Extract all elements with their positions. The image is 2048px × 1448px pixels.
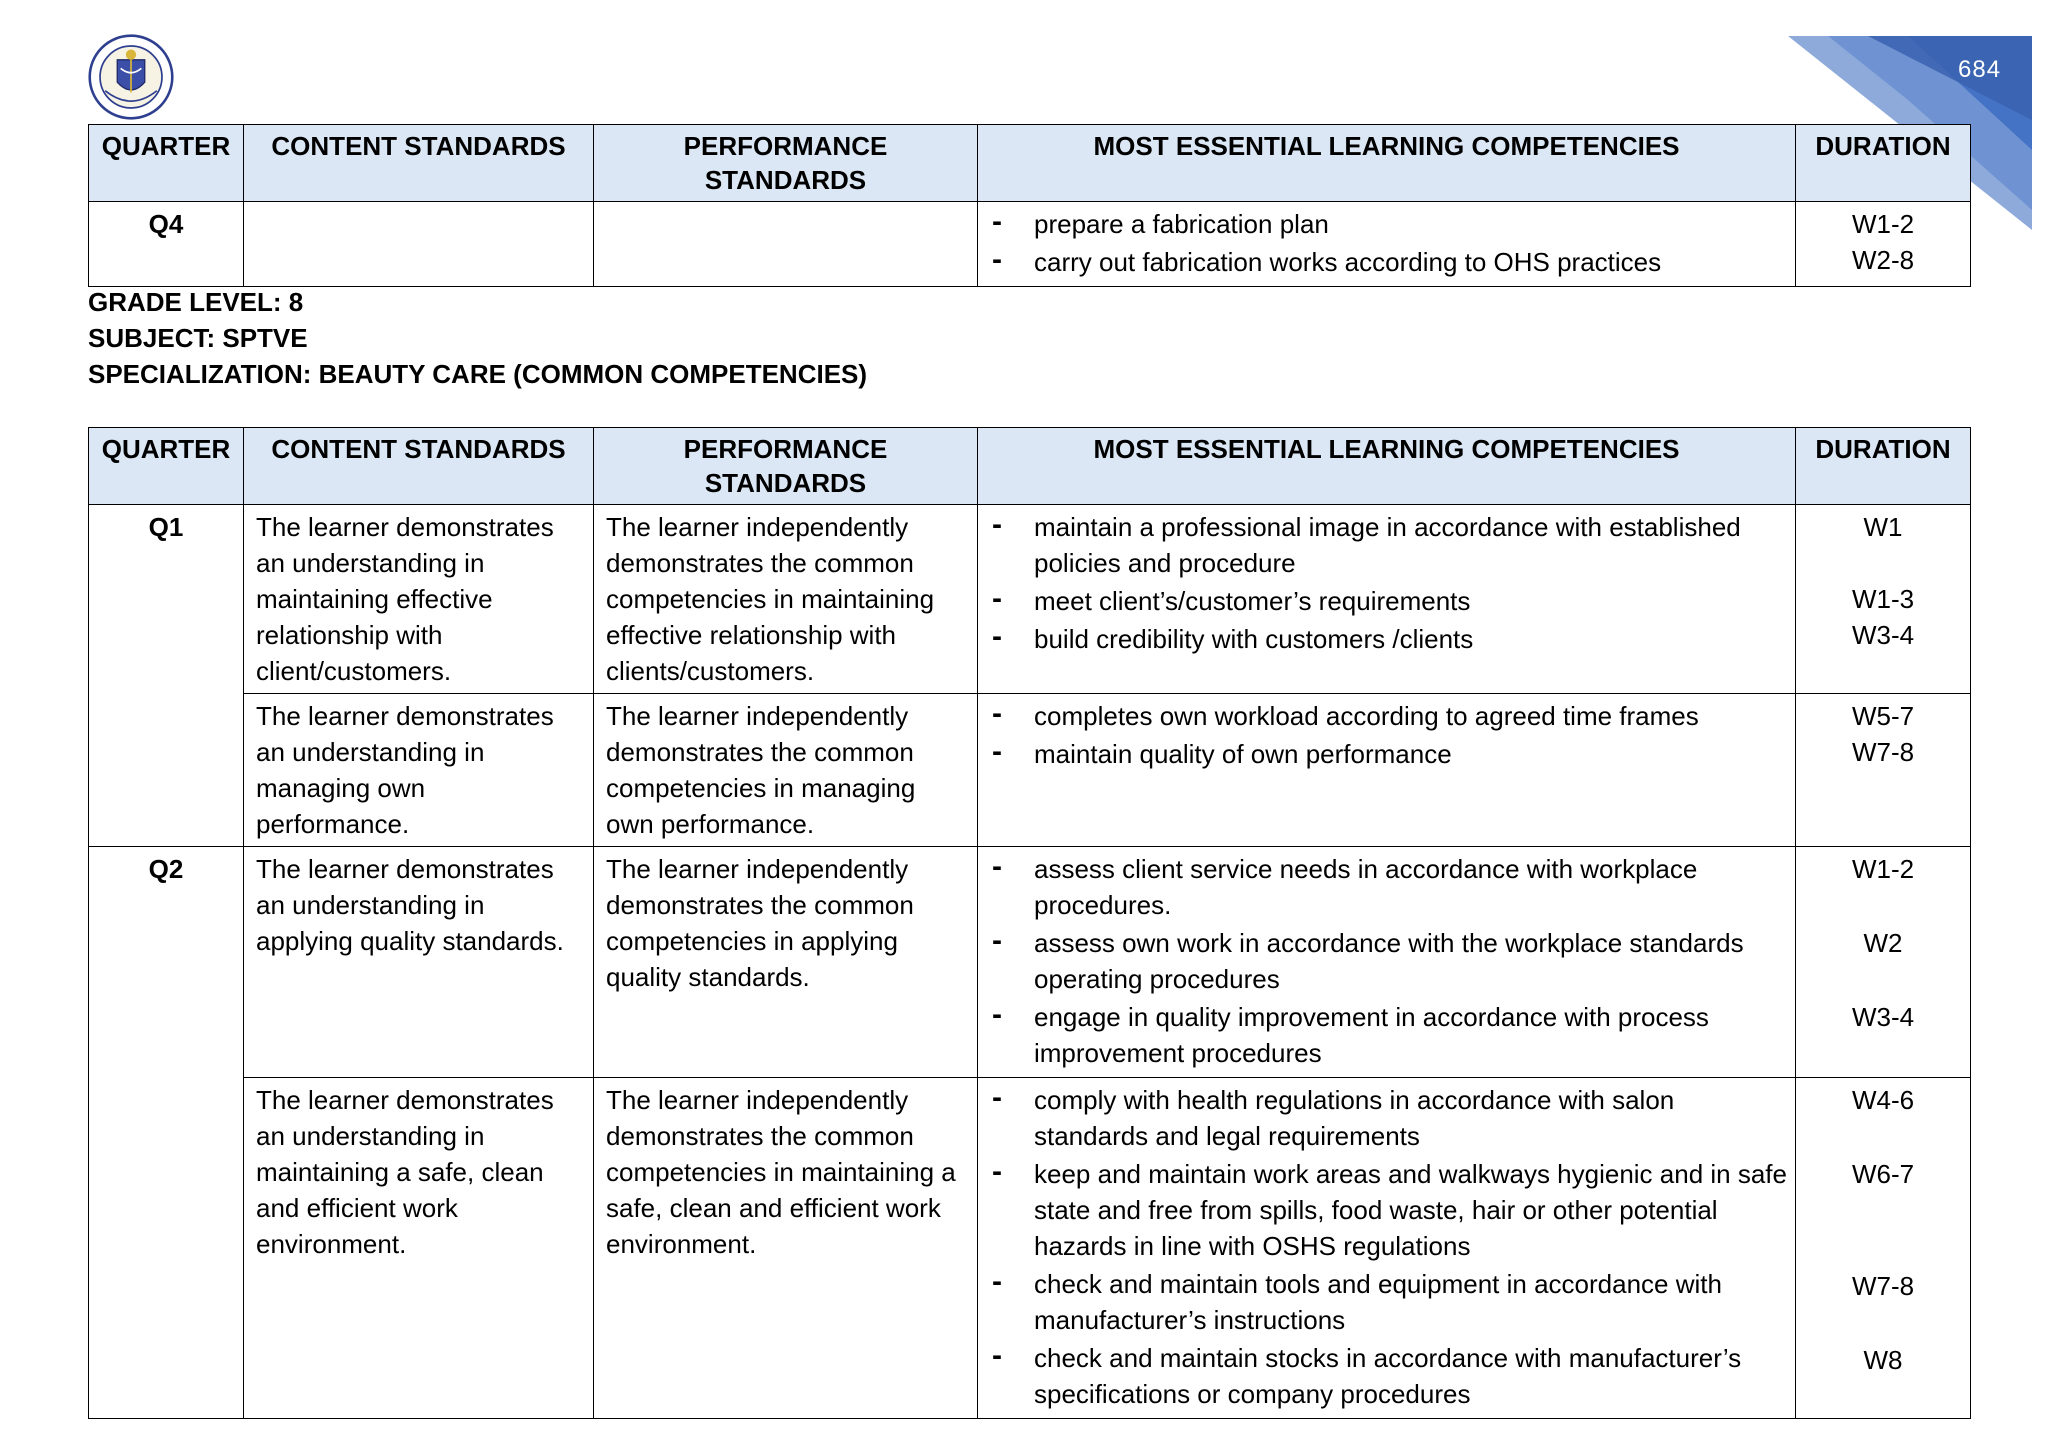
content-standard-cell [244, 202, 594, 287]
subject: SUBJECT: SPTVE [88, 323, 308, 353]
header-duration: DURATION [1796, 125, 1971, 202]
duration-value: W7-8 [1851, 737, 1915, 767]
duration-value: W1-2 [1851, 209, 1915, 239]
duration-value: W3-4 [1851, 620, 1915, 650]
performance-standard-cell: The learner independently demonstrates the common competencies in applying quality standards. [594, 847, 978, 1078]
duration-value: W1 [1863, 512, 1903, 542]
duration-cell [1796, 694, 1971, 847]
quarter-cell: Q1 [89, 505, 244, 847]
specialization: SPECIALIZATION: BEAUTY CARE (COMMON COMPETENCIES) [88, 359, 868, 389]
duration-value: W1-3 [1851, 584, 1915, 614]
competency-item: - maintain quality of own performance [986, 736, 1787, 772]
duration-cell [1796, 202, 1971, 287]
header-melc: MOST ESSENTIAL LEARNING COMPETENCIES [978, 125, 1796, 202]
competencies-cell [978, 847, 1796, 1078]
header-quarter: QUARTER [89, 125, 244, 202]
competency-item: - check and maintain tools and equipment in accordance with manufacturer’s instructions [986, 1266, 1787, 1338]
competency-item: - carry out fabrication works according to OHS practices [986, 244, 1787, 280]
competency-item: - comply with health regulations in accordance with salon standards and legal requirements [986, 1082, 1787, 1154]
competency-item: - assess client service needs in accordance with workplace procedures. [986, 851, 1787, 923]
deped-seal-icon [88, 34, 174, 120]
duration-value: W6-7 [1851, 1159, 1915, 1189]
competency-item: - build credibility with customers /clients [986, 621, 1787, 657]
performance-standard-cell: The learner independently demonstrates the common competencies in maintaining a safe, clean and efficient work environment. [594, 1078, 978, 1419]
competencies-cell [978, 202, 1796, 287]
competencies-cell [978, 694, 1796, 847]
table-row [89, 1078, 1971, 1419]
content-standard-cell: The learner demonstrates an understanding in maintaining effective relationship with client/customers. [244, 505, 594, 694]
table-row [89, 505, 1971, 694]
course-metadata [88, 284, 867, 392]
content-standard-cell: The learner demonstrates an understanding in managing own performance. [244, 694, 594, 847]
competencies-cell [978, 505, 1796, 694]
duration-value: W2 [1863, 928, 1903, 958]
competency-table-q4 [88, 124, 1971, 287]
competency-item: - meet client’s/customer’s requirements [986, 583, 1787, 619]
header-performance-standards: PERFORMANCE STANDARDS [594, 125, 978, 202]
competency-item: - check and maintain stocks in accordance with manufacturer’s specifications or company procedures [986, 1340, 1787, 1412]
duration-value: W7-8 [1851, 1271, 1915, 1301]
duration-cell [1796, 1078, 1971, 1419]
competency-item: - prepare a fabrication plan [986, 206, 1787, 242]
duration-cell [1796, 847, 1971, 1078]
table-row [89, 847, 1971, 1078]
duration-value: W8 [1863, 1345, 1903, 1375]
duration-cell [1796, 505, 1971, 694]
competency-item: - keep and maintain work areas and walkways hygienic and in safe state and free from spills, food waste, hair or other potential hazards in line with OSHS regulations [986, 1156, 1787, 1264]
header-performance-standards: PERFORMANCE STANDARDS [594, 428, 978, 505]
content-standard-cell: The learner demonstrates an understanding in applying quality standards. [244, 847, 594, 1078]
table-header-row [89, 125, 1971, 202]
header-content-standards: CONTENT STANDARDS [244, 125, 594, 202]
quarter-cell: Q2 [89, 847, 244, 1419]
header-melc: MOST ESSENTIAL LEARNING COMPETENCIES [978, 428, 1796, 505]
duration-value: W2-8 [1851, 245, 1915, 275]
table-row [89, 694, 1971, 847]
performance-standard-cell [594, 202, 978, 287]
duration-value: W5-7 [1851, 701, 1915, 731]
table-header-row [89, 428, 1971, 505]
page-number: 684 [1958, 56, 2002, 83]
competency-item: - maintain a professional image in accordance with established policies and procedure [986, 509, 1787, 581]
competency-item: - engage in quality improvement in accordance with process improvement procedures [986, 999, 1787, 1071]
grade-level: GRADE LEVEL: 8 [88, 287, 304, 317]
duration-value: W3-4 [1851, 1002, 1915, 1032]
header-content-standards: CONTENT STANDARDS [244, 428, 594, 505]
performance-standard-cell: The learner independently demonstrates the common competencies in managing own performance. [594, 694, 978, 847]
performance-standard-cell: The learner independently demonstrates the common competencies in maintaining effective relationship with clients/customers. [594, 505, 978, 694]
competency-table-beauty-care [88, 427, 1971, 1419]
header-quarter: QUARTER [89, 428, 244, 505]
duration-value: W4-6 [1851, 1085, 1915, 1115]
duration-value: W1-2 [1851, 854, 1915, 884]
quarter-cell: Q4 [89, 202, 244, 287]
competency-item: - completes own workload according to agreed time frames [986, 698, 1787, 734]
competencies-cell [978, 1078, 1796, 1419]
competency-item: - assess own work in accordance with the workplace standards operating procedures [986, 925, 1787, 997]
table-row [89, 202, 1971, 287]
header-duration: DURATION [1796, 428, 1971, 505]
content-standard-cell: The learner demonstrates an understanding in maintaining a safe, clean and efficient work environment. [244, 1078, 594, 1419]
